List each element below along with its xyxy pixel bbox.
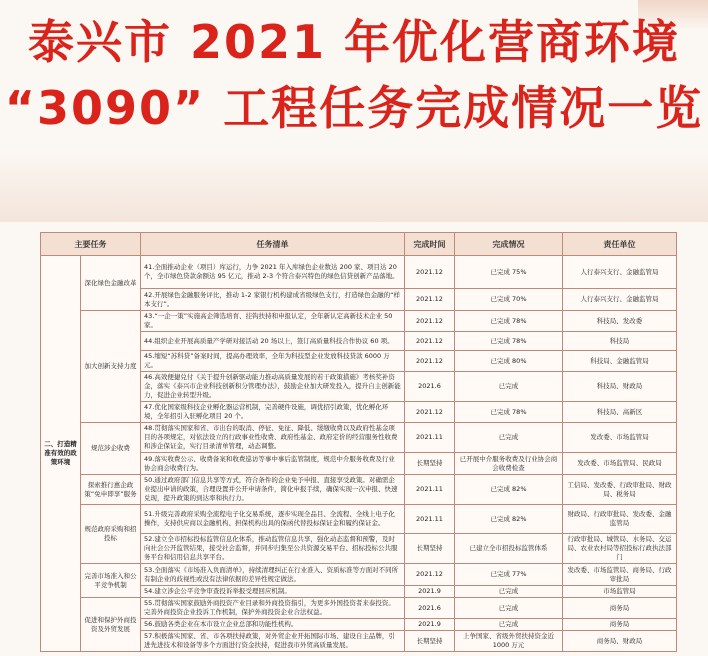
main-category-cell: 二、打造精准有效的政策环境 (41, 256, 81, 652)
unit-cell: 财政局、行政审批局、发改委、金融监管局 (563, 505, 677, 534)
task-cell: 49.落实收费公示、收费备案和收费巡访等事中事后监管制度，规范中介服务收费及行业协会商会收费行为。 (141, 453, 405, 475)
time-cell: 2021.11 (405, 475, 455, 505)
task-cell: 44.组织企业开展高质量产学研对接活动 20 场以上，签订高质量科技合作协议 60 项。 (141, 332, 405, 351)
time-cell: 2021.12 (405, 564, 455, 586)
unit-cell: 人行泰兴支行、金融监管局 (563, 289, 677, 311)
task-cell: 55.贯彻落实国家鼓励外商投资产业目录和外商投资指引，为更多外国投资者来泰投资。完善外商投资企业投诉工作机制，保护外商投资企业合法权益。 (141, 598, 405, 619)
table-row (41, 256, 677, 289)
task-cell: 46.高效便捷兑付《关于提升创新驱动能力推动高质量发展的若干政策措施》考核奖补资金，落实《泰兴市企业科技创新积分管理办法》，鼓励企业加大研发投入，提升自主创新能力，促进企业转型升级。 (141, 372, 405, 402)
task-cell: 42.开展绿色金融服务评比，推动 1-2 家银行机构建成省级绿色支行，打造绿色金融的“样本支行”。 (141, 289, 405, 311)
table-row (41, 423, 677, 453)
status-cell: 已建立全市招投标监管体系 (455, 534, 563, 564)
unit-cell: 市场监管局 (563, 586, 677, 598)
group-cell: 规范涉企收费 (81, 423, 141, 475)
time-cell: 2021.12 (405, 256, 455, 289)
unit-cell: 人行泰兴支行、金融监管局 (563, 256, 677, 289)
status-cell: 已完成 70% (455, 289, 563, 311)
task-cell: 47.优化国家级科技企业孵化器运营机制，完善硬件设施，调优招引政策，优化孵化环境，全年招引入驻孵化项目 20 个。 (141, 402, 405, 423)
header-main-task: 主要任务 (41, 233, 141, 256)
unit-cell: 商务局 (563, 598, 677, 619)
task-cell: 56.鼓励各类企业在本市设立企业总部和功能性机构。 (141, 619, 405, 631)
unit-cell: 科技局、发改委 (563, 311, 677, 332)
table-row (41, 598, 677, 619)
time-cell: 2021.11 (405, 505, 455, 534)
status-cell: 已开展中介服务收费及行业协会商会收费检查 (455, 453, 563, 475)
table-row (41, 505, 677, 534)
time-cell: 2021.12 (405, 289, 455, 311)
time-cell: 2021.9 (405, 586, 455, 598)
group-cell: 加大创新支持力度 (81, 311, 141, 423)
group-cell: 探索推行惠企政策“免申即享”服务 (81, 475, 141, 505)
task-cell: 48.贯彻落实国家和省、市出台的取消、停征、免征、降低、缓缴收费以及政府性基金项目的各项规定，对依法设立的行政事业性收费、政府性基金、政府定价的经营服务性收费和涉企保证金，实行目录清单管理，动态调整。 (141, 423, 405, 453)
task-cell: 52.建立全市招标投标监管信息化体系，推动监管信息共享，强化动态监督和预警，及时向社会公开监管结果，接受社会监督，并同步归集至公共资源交易平台、招标投标公共服务平台和信用信息共享平台。 (141, 534, 405, 564)
status-cell: 已完成 (455, 423, 563, 453)
status-cell: 已完成 80% (455, 351, 563, 372)
table-row (41, 564, 677, 586)
status-cell: 已完成 78% (455, 402, 563, 423)
status-cell: 已完成 78% (455, 332, 563, 351)
time-cell: 2021.9 (405, 619, 455, 631)
task-cell: 41.全面推动企业（项目）库运行，力争 2021 年入库绿色企业数达 200 家、项目达 20 个，全市绿色贷款余额达 95 亿元，推动 2-3 个符合泰兴特色的绿色信贷创新产品落地。 (141, 256, 405, 289)
task-cell: 53.全面落实《市场准入负面清单》，持续清理纠正在行业准入、资质标准等方面对不同所有制企业的歧视性或没有法律依据的差异性规定做法。 (141, 564, 405, 586)
table-header-row (41, 233, 677, 256)
unit-cell: 科技局、高新区 (563, 402, 677, 423)
unit-cell: 科技局 (563, 332, 677, 351)
task-cell: 50.通过政府部门信息共享等方式，符合条件的企业免予申报、直接享受政策。对确需企业提出申请的政策，合理设置并公开申请条件，简化申报手续，确保实现一次申报、快速兑现，提升政策的到达率和执行力。 (141, 475, 405, 505)
header-status: 完成情况 (455, 233, 563, 256)
time-cell: 2021.11 (405, 423, 455, 453)
status-cell: 已完成 (455, 619, 563, 631)
header-time: 完成时间 (405, 233, 455, 256)
time-cell: 2021.6 (405, 598, 455, 619)
status-cell: 上争国家、省级外贸扶持资金近 1000 万元 (455, 631, 563, 652)
status-cell: 已完成 75% (455, 256, 563, 289)
task-cell: 57.积极落实国家、省、市各项扶持政策，对外贸企业开拓国际市场、建设自主品牌，引进先进技术和设备等多个方面进行资金扶持，促进我市外贸高质量发展。 (141, 631, 405, 652)
group-cell: 规范政府采购和招投标 (81, 505, 141, 564)
status-cell: 已完成 82% (455, 505, 563, 534)
status-cell: 已完成 78% (455, 311, 563, 332)
group-cell: 深化绿色金融改革 (81, 256, 141, 311)
task-table (40, 232, 677, 652)
unit-cell: 工信局、发改委、行政审批局、财政局、税务局 (563, 475, 677, 505)
page-title-line2: “3090” 工程任务完成情况一览 (4, 81, 704, 135)
task-cell: 43.“一企一策”实施高企筛选培育、挂钩扶持和申报认定，全年新认定高新技术企业 50 家。 (141, 311, 405, 332)
time-cell: 长期坚持 (405, 453, 455, 475)
table-row (41, 311, 677, 332)
task-cell: 51.升级完善政府采购全流程电子化交易系统，逐步实现全品目、全流程、全线上电子化操作，支持供应商以金融机构、担保机构出具的保函代替投标保证金和履约保证金。 (141, 505, 405, 534)
header-unit: 责任单位 (563, 233, 677, 256)
time-cell: 2021.12 (405, 311, 455, 332)
unit-cell: 发改委、市场监管局、商务局、行政审批局 (563, 564, 677, 586)
time-cell: 2021.12 (405, 332, 455, 351)
header-task-list: 任务清单 (141, 233, 405, 256)
unit-cell: 商务局、财政局 (563, 631, 677, 652)
unit-cell: 商务局 (563, 619, 677, 631)
unit-cell: 发改委、市场监管局、民政局 (563, 453, 677, 475)
unit-cell: 科技局、财政局 (563, 372, 677, 402)
table-row (41, 475, 677, 505)
time-cell: 2021.6 (405, 372, 455, 402)
task-cell: 54.建立涉企公平竞争审查投诉举报受理回应机制。 (141, 586, 405, 598)
time-cell: 长期坚持 (405, 631, 455, 652)
status-cell: 已完成 (455, 586, 563, 598)
decorative-band (0, 152, 708, 222)
status-cell: 已完成 82% (455, 475, 563, 505)
time-cell: 2021.12 (405, 402, 455, 423)
group-cell: 完善市场准入和公平竞争机制 (81, 564, 141, 598)
task-cell: 45.缩短“苏科贷”备案时间，提高办理效率，全年为科技型企业发放科技贷款 6000 万元。 (141, 351, 405, 372)
unit-cell: 发改委、市场监管局 (563, 423, 677, 453)
status-cell: 已完成 77% (455, 564, 563, 586)
time-cell: 长期坚持 (405, 534, 455, 564)
group-cell: 促进和保护外商投资及外贸发展 (81, 598, 141, 652)
page-title-line1: 泰兴市 2021 年优化营商环境 (27, 15, 681, 69)
time-cell: 2021.12 (405, 351, 455, 372)
unit-cell: 行政审批局、城管局、水务局、交运局、农业农村局等招投标行政执法部门 (563, 534, 677, 564)
status-cell: 已完成 (455, 372, 563, 402)
status-cell: 已完成 (455, 598, 563, 619)
unit-cell: 科技局、金融监管局 (563, 351, 677, 372)
